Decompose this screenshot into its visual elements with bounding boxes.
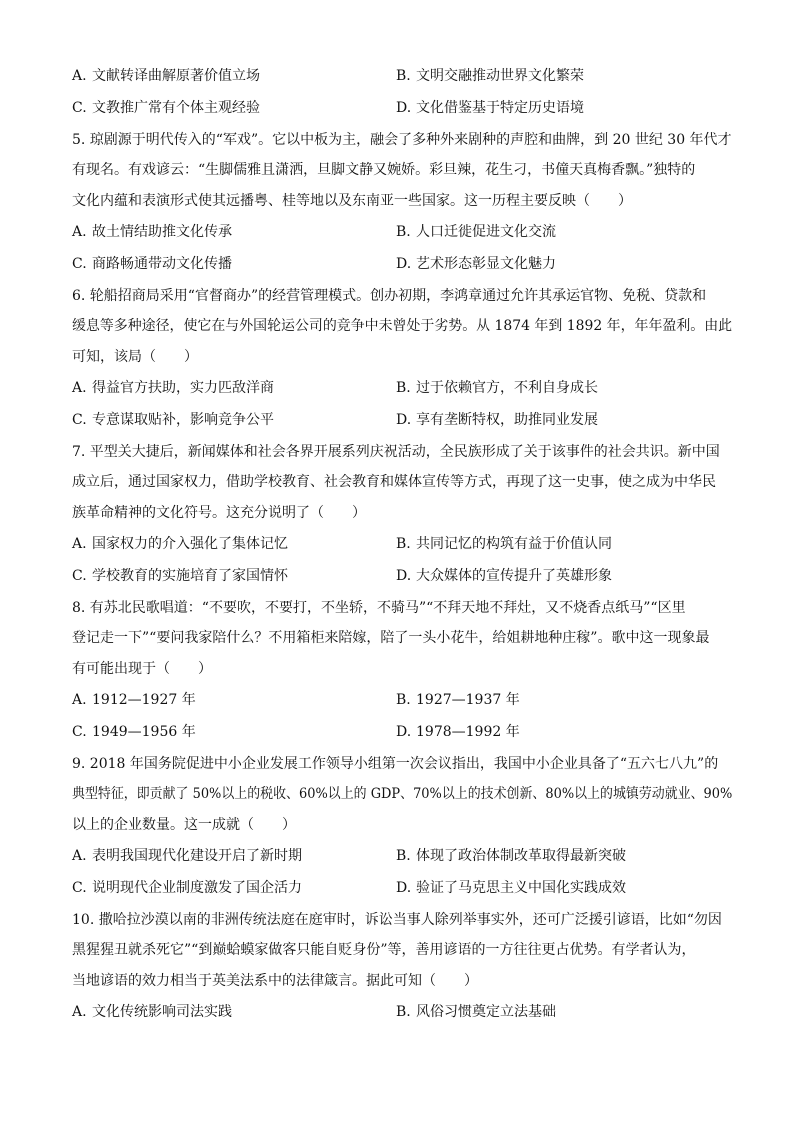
q10-option-a: A. 文化传统影响司法实践	[72, 1004, 232, 1020]
q8-stem-line-3: 有可能出现于（ ）	[72, 661, 212, 677]
q4-option-b: B. 文明交融推动世界文化繁荣	[396, 68, 584, 84]
q4-options-row-1	[72, 66, 732, 86]
q6-option-a: A. 得益官方扶助，实力匹敌洋商	[72, 380, 274, 396]
q5-option-b: B. 人口迁徙促进文化交流	[396, 224, 556, 240]
q7-stem-line-3: 族革命精神的文化符号。这充分说明了（ ）	[72, 505, 366, 521]
q9-option-c: C. 说明现代企业制度激发了国企活力	[72, 880, 302, 896]
q8-options-row-1	[72, 690, 732, 710]
q7-options-row-2	[72, 566, 732, 586]
q9-stem-line-3: 以上的企业数量。这一成就（ ）	[72, 817, 296, 833]
q5-option-d: D. 艺术形态彰显文化魅力	[396, 256, 556, 272]
q7-option-c: C. 学校教育的实施培育了家国情怀	[72, 568, 288, 584]
q9-stem-line-1: 9. 2018 年国务院促进中小企业发展工作领导小组第一次会议指出，我国中小企业具备了“五六七八九”的	[72, 756, 719, 772]
q6-stem-line-2: 缓息等多种途径，使它在与外国轮运公司的竞争中未曾处于劣势。从 1874 年到 1892 年，年年盈利。由此	[72, 318, 733, 334]
q6-stem-line-3: 可知，该局（ ）	[72, 349, 198, 365]
q8-option-a: A. 1912—1927 年	[72, 692, 196, 708]
q5-stem-line-1: 5. 琼剧源于明代传入的“军戏”。它以中板为主，融会了多种外来剧种的声腔和曲牌，到 20 世纪 30 年代才	[72, 132, 732, 148]
q10-stem-line-2: 黑猩猩丑就杀死它”“到巅蛤蟆家做客只能自贬身份”等，善用谚语的一方往往更占优势。有学者认为，	[72, 942, 696, 958]
q5-stem-line-3: 文化内蕴和表演形式使其远播粤、桂等地以及东南亚一些国家。这一历程主要反映（ ）	[72, 193, 632, 209]
q8-options-row-2	[72, 722, 732, 742]
q5-stem-line-2: 有现名。有戏谚云：“生脚儒雅且潇洒，旦脚文静又婉娇。彩旦辣，花生刁，书僮天真梅香飘。”独特的	[72, 162, 696, 178]
q6-options-row-1	[72, 378, 732, 398]
q4-option-c: C. 文教推广常有个体主观经验	[72, 100, 260, 116]
q10-stem-line-1: 10. 撒哈拉沙漠以南的非洲传统法庭在庭审时，诉讼当事人除列举事实外，还可广泛援引谚语，比如“勿因	[72, 912, 722, 928]
q8-stem-line-2: 登记走一下”“要问我家陪什么？不用箱柜来陪嫁，陪了一头小花牛，给姐耕地种庄稼”。歌中这一现象最	[72, 630, 710, 646]
q7-options-row-1	[72, 534, 732, 554]
q10-options-row-1	[72, 1002, 732, 1022]
q7-stem-line-1: 7. 平型关大捷后，新闻媒体和社会各界开展系列庆祝活动，全民族形成了关于该事件的社会共识。新中国	[72, 444, 720, 460]
q10-option-b: B. 风俗习惯奠定立法基础	[396, 1004, 556, 1020]
q6-option-b: B. 过于依赖官方，不利自身成长	[396, 380, 598, 396]
q8-option-d: D. 1978—1992 年	[396, 724, 520, 740]
q9-option-a: A. 表明我国现代化建设开启了新时期	[72, 848, 302, 864]
q4-option-a: A. 文献转译曲解原著价值立场	[72, 68, 260, 84]
q6-options-row-2	[72, 410, 732, 430]
q6-option-d: D. 享有垄断特权，助推同业发展	[396, 412, 598, 428]
q8-option-c: C. 1949—1956 年	[72, 724, 196, 740]
q8-stem-line-1: 8. 有苏北民歌唱道：“不要吹，不要打，不坐轿，不骑马”“不拜天地不拜灶，又不烧香点纸马”“区里	[72, 600, 686, 616]
q5-options-row-1	[72, 222, 732, 242]
q9-options-row-2	[72, 878, 732, 898]
q9-option-d: D. 验证了马克思主义中国化实践成效	[396, 880, 626, 896]
q4-option-d: D. 文化借鉴基于特定历史语境	[396, 100, 584, 116]
q7-option-a: A. 国家权力的介入强化了集体记忆	[72, 536, 288, 552]
q6-option-c: C. 专意谋取贴补，影响竞争公平	[72, 412, 274, 428]
q9-option-b: B. 体现了政治体制改革取得最新突破	[396, 848, 626, 864]
q7-option-b: B. 共同记忆的构筑有益于价值认同	[396, 536, 612, 552]
q7-stem-line-2: 成立后，通过国家权力，借助学校教育、社会教育和媒体宣传等方式，再现了这一史事，使之成为中华民	[72, 474, 716, 490]
q8-option-b: B. 1927—1937 年	[396, 692, 520, 708]
q10-stem-line-3: 当地谚语的效力相当于英美法系中的法律箴言。据此可知（ ）	[72, 973, 478, 989]
q6-stem-line-1: 6. 轮船招商局采用“官督商办”的经营管理模式。创办初期，李鸿章通过允许其承运官物、免税、贷款和	[72, 288, 707, 304]
q9-options-row-1	[72, 846, 732, 866]
q4-options-row-2	[72, 98, 732, 118]
q7-option-d: D. 大众媒体的宣传提升了英雄形象	[396, 568, 612, 584]
q5-options-row-2	[72, 254, 732, 274]
q9-stem-line-2: 典型特征，即贡献了 50%以上的税收、60%以上的 GDP、70%以上的技术创新、80%以上的城镇劳动就业、90%	[72, 786, 733, 802]
q5-option-a: A. 故土情结助推文化传承	[72, 224, 232, 240]
q5-option-c: C. 商路畅通带动文化传播	[72, 256, 232, 272]
